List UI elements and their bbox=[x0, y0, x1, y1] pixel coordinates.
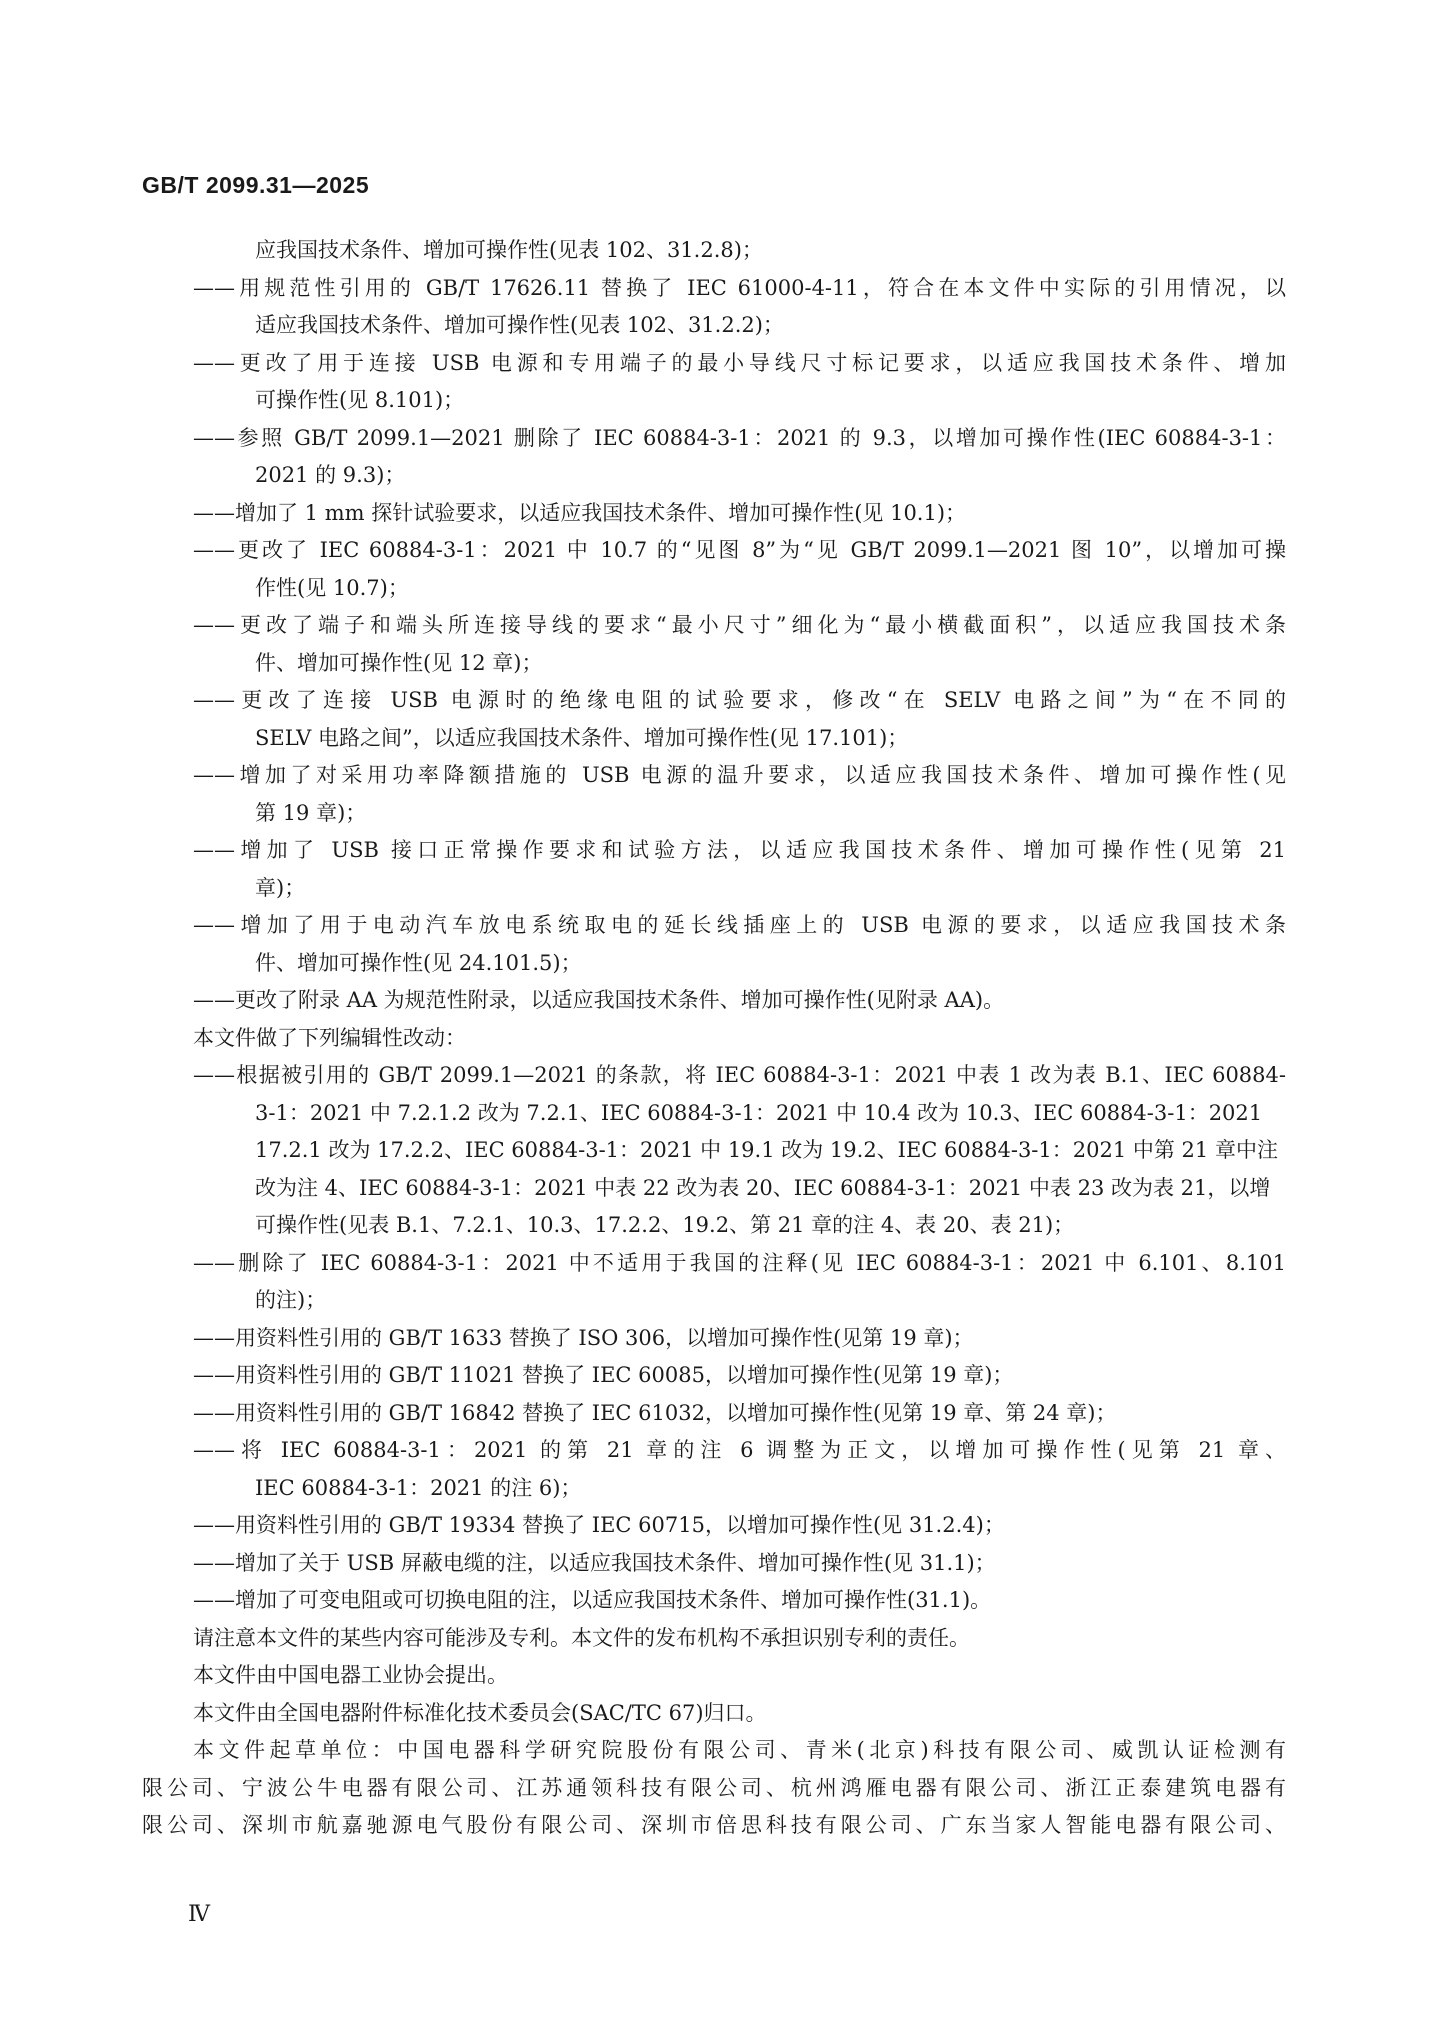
text-line: ——增加了可变电阻或可切换电阻的注，以适应我国技术条件、增加可操作性(31.1)。 bbox=[193, 1588, 992, 1612]
text-line: 2021 的 9.3)； bbox=[255, 463, 406, 487]
text-line: ——增加了 USB 接口正常操作要求和试验方法，以适应我国技术条件、增加可操作性(见第 21 bbox=[193, 838, 1286, 862]
page-number: Ⅳ bbox=[188, 1902, 210, 1927]
text-line: 3-1：2021 中 7.2.1.2 改为 7.2.1、IEC 60884-3-1：2021 中 10.4 改为 10.3、IEC 60884-3-1：2021 bbox=[255, 1100, 1263, 1125]
text-line: ——更改了端子和端头所连接导线的要求“最小尺寸”细化为“最小横截面积”，以适应我国技术条 bbox=[193, 613, 1286, 637]
text-line: ——增加了用于电动汽车放电系统取电的延长线插座上的 USB 电源的要求，以适应我国技术条 bbox=[193, 913, 1286, 937]
text-line: ——更改了连接 USB 电源时的绝缘电阻的试验要求，修改“在 SELV 电路之间”为“在不同的 bbox=[193, 688, 1286, 712]
text-line: ——增加了关于 USB 屏蔽电缆的注，以适应我国技术条件、增加可操作性(见 31.1)； bbox=[193, 1550, 996, 1575]
text-line: 应我国技术条件、增加可操作性(见表 102、31.2.8)； bbox=[255, 238, 763, 262]
text-line: 请注意本文件的某些内容可能涉及专利。本文件的发布机构不承担识别专利的责任。 bbox=[193, 1625, 970, 1650]
text-line: ——用资料性引用的 GB/T 16842 替换了 IEC 61032，以增加可操作性(见第 19 章、第 24 章)； bbox=[193, 1400, 1117, 1425]
text-line: SELV 电路之间”，以适应我国技术条件、增加可操作性(见 17.101)； bbox=[255, 725, 909, 750]
text-line: ——参照 GB/T 2099.1—2021 删除了 IEC 60884-3-1：2021 的 9.3，以增加可操作性(IEC 60884-3-1： bbox=[193, 425, 1286, 450]
text-line: 适应我国技术条件、增加可操作性(见表 102、31.2.2)； bbox=[255, 313, 784, 337]
text-line: 改为注 4、IEC 60884-3-1：2021 中表 22 改为表 20、IEC 60884-3-1：2021 中表 23 改为表 21，以增 bbox=[255, 1175, 1271, 1200]
text-line: 限公司、深圳市航嘉驰源电气股份有限公司、深圳市倍思科技有限公司、广东当家人智能电器有限公司、 bbox=[142, 1813, 1286, 1837]
text-line: ——用资料性引用的 GB/T 11021 替换了 IEC 60085，以增加可操作性(见第 19 章)； bbox=[193, 1363, 1014, 1387]
text-line: 件、增加可操作性(见 12 章)； bbox=[255, 650, 543, 675]
text-line: 可操作性(见表 B.1、7.2.1、10.3、17.2.2、19.2、第 21 章的注 4、表 20、表 21)； bbox=[255, 1213, 1075, 1237]
text-line: 的注)； bbox=[255, 1288, 327, 1312]
text-line: 限公司、宁波公牛电器有限公司、江苏通领科技有限公司、杭州鸿雁电器有限公司、浙江正泰建筑电器有 bbox=[142, 1775, 1286, 1800]
text-line: ——将 IEC 60884-3-1：2021 的第 21 章的注 6 调整为正文，以增加可操作性(见第 21 章、 bbox=[193, 1438, 1286, 1462]
text-line: 可操作性(见 8.101)； bbox=[255, 388, 465, 412]
text-line: 作性(见 10.7)； bbox=[255, 575, 409, 600]
text-line: 本文件由全国电器附件标准化技术委员会(SAC/TC 67)归口。 bbox=[193, 1700, 767, 1725]
text-line: 本文件起草单位：中国电器科学研究院股份有限公司、青米(北京)科技有限公司、威凯认证检测有 bbox=[193, 1738, 1286, 1762]
text-line: ——用资料性引用的 GB/T 1633 替换了 ISO 306，以增加可操作性(见第 19 章)； bbox=[193, 1325, 974, 1350]
text-line: 件、增加可操作性(见 24.101.5)； bbox=[255, 950, 582, 975]
text-line: ——根据被引用的 GB/T 2099.1—2021 的条款，将 IEC 60884-3-1：2021 中表 1 改为表 B.1、IEC 60884- bbox=[193, 1063, 1286, 1087]
document-header: GB/T 2099.31—2025 bbox=[142, 172, 370, 198]
text-line: ——增加了对采用功率降额措施的 USB 电源的温升要求，以适应我国技术条件、增加可操作性(见 bbox=[193, 763, 1286, 787]
text-line: ——更改了用于连接 USB 电源和专用端子的最小导线尺寸标记要求，以适应我国技术条件、增加 bbox=[193, 350, 1286, 375]
text-line: ——用规范性引用的 GB/T 17626.11 替换了 IEC 61000-4-11，符合在本文件中实际的引用情况，以 bbox=[193, 275, 1286, 300]
text-line: 本文件做了下列编辑性改动： bbox=[193, 1025, 466, 1050]
text-line: 17.2.1 改为 17.2.2、IEC 60884-3-1：2021 中 19.1 改为 19.2、IEC 60884-3-1：2021 中第 21 章中注 bbox=[255, 1138, 1278, 1162]
text-line: ——更改了附录 AA 为规范性附录，以适应我国技术条件、增加可操作性(见附录 AA)。 bbox=[193, 988, 1005, 1012]
document-body bbox=[142, 232, 1286, 1845]
text-line: 章)； bbox=[255, 875, 306, 900]
text-line: ——更改了 IEC 60884-3-1：2021 中 10.7 的“见图 8”为“见 GB/T 2099.1—2021 图 10”，以增加可操 bbox=[193, 538, 1286, 562]
text-line: 第 19 章)； bbox=[255, 800, 367, 825]
text-line: 本文件由中国电器工业协会提出。 bbox=[193, 1663, 508, 1687]
text-line: ——用资料性引用的 GB/T 19334 替换了 IEC 60715，以增加可操作性(见 31.2.4)； bbox=[193, 1513, 1005, 1537]
text-line: IEC 60884-3-1：2021 的注 6)； bbox=[255, 1475, 582, 1500]
text-line: ——删除了 IEC 60884-3-1：2021 中不适用于我国的注释(见 IEC 60884-3-1：2021 中 6.101、8.101 bbox=[193, 1250, 1286, 1275]
text-line: ——增加了 1 mm 探针试验要求，以适应我国技术条件、增加可操作性(见 10.1)； bbox=[193, 500, 967, 525]
